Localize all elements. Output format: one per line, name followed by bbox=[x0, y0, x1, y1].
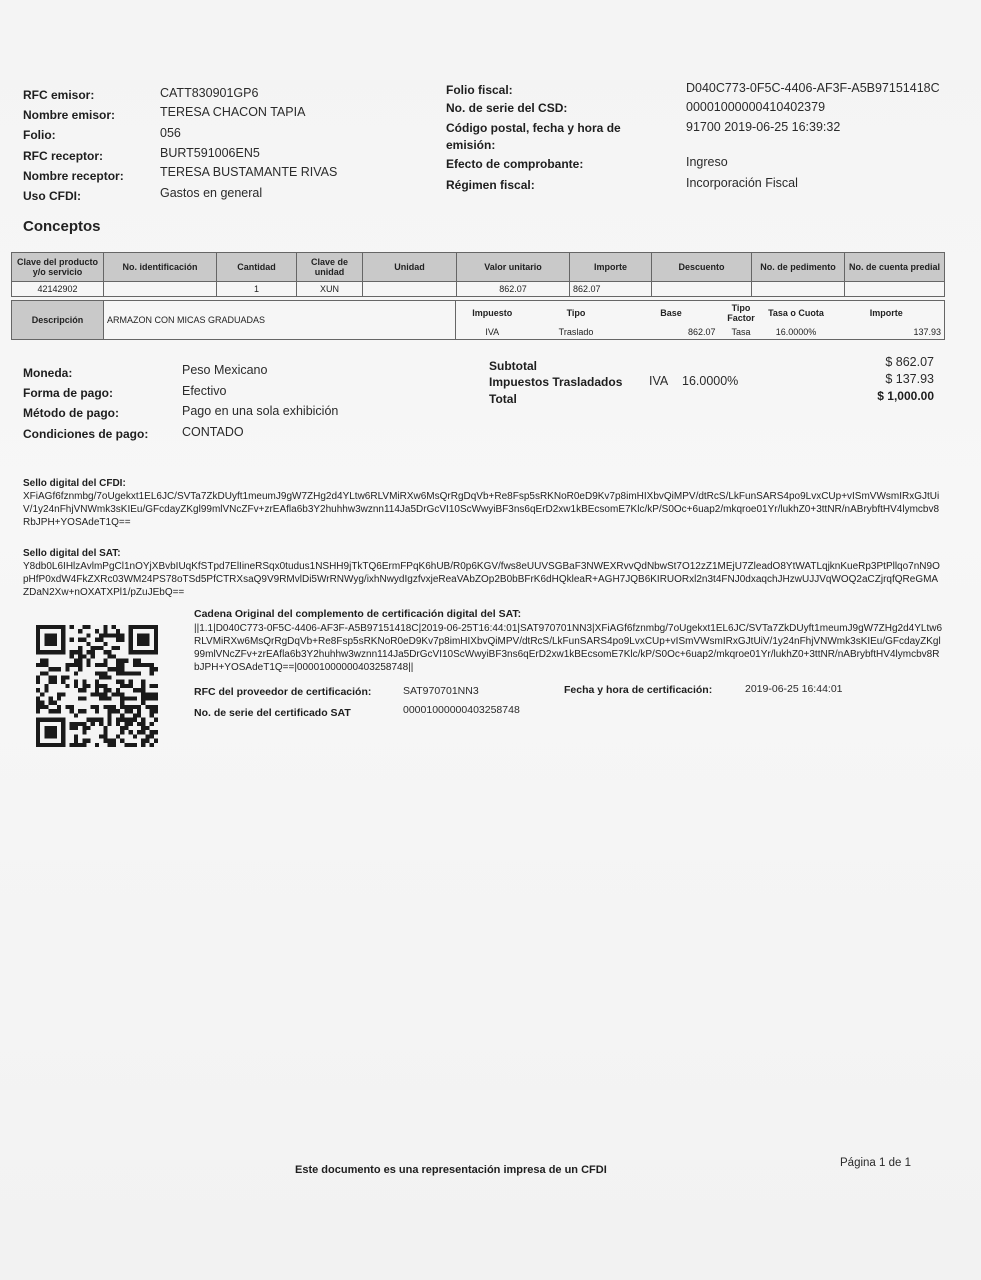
regimen-label: Régimen fiscal: bbox=[446, 178, 535, 192]
imp-header-tasa: Tasa o Cuota bbox=[764, 301, 829, 326]
col-clave-producto: Clave del producto y/o servicio bbox=[12, 253, 104, 282]
cell-cuenta-predial bbox=[845, 282, 945, 297]
descripcion-value: ARMAZON CON MICAS GRADUADAS bbox=[104, 301, 456, 340]
conceptos-header-row bbox=[12, 253, 945, 282]
cadena-label: Cadena Original del complemento de certificación digital del SAT: bbox=[194, 608, 522, 620]
total-value: $ 1,000.00 bbox=[877, 389, 934, 403]
col-clave-unidad: Clave de unidad bbox=[297, 253, 363, 282]
col-cuenta-predial: No. de cuenta predial bbox=[845, 253, 945, 282]
imp-header-importe: Importe bbox=[829, 301, 945, 326]
rfc-receptor-value: BURT591006EN5 bbox=[160, 146, 260, 160]
condiciones-value: CONTADO bbox=[182, 425, 244, 439]
cell-importe: 862.07 bbox=[570, 282, 652, 297]
sello-sat-label: Sello digital del SAT: bbox=[23, 548, 121, 559]
metodo-pago-label: Método de pago: bbox=[23, 406, 119, 420]
efecto-value: Ingreso bbox=[686, 155, 728, 169]
page-number: Página 1 de 1 bbox=[840, 1157, 911, 1169]
serie-certificado-value: 00001000000403258748 bbox=[403, 704, 520, 716]
cp-label-line1: Código postal, fecha y hora de bbox=[446, 121, 621, 135]
conceptos-table bbox=[11, 252, 945, 297]
sello-cfdi-label: Sello digital del CFDI: bbox=[23, 478, 126, 489]
rfc-emisor-value: CATT830901GP6 bbox=[160, 86, 259, 100]
impuestos-tasa: 16.0000% bbox=[682, 374, 739, 388]
forma-pago-label: Forma de pago: bbox=[23, 386, 114, 400]
descripcion-label: Descripción bbox=[12, 301, 104, 340]
sello-cfdi-value: XFiAGf6fznmbg/7oUgekxt1EL6JC/SVTa7ZkDUyft1meumJ9gW7ZHg2d4YLtw6RLVMiRXw6MsQrRgDqVb+Re8Fsp5sRKNoR0eD9Kv7p8imHIXbvQiMPV/dtRcS/LkFunSARS4po9LvxCUp+vISmVWsmIRxGJtUiV/1y24nFhjVNWmk3sKIEu/GFcdayZKgl99mlVNcZFv+zrEAfla6b3Y2huhhw3wznn114Ja5DrGcVI10ScWwyiBF3ns6qErD2xw1kBEcsomE7Klc/kP/S0Oc+6uap2/mkqroe01Yr/lukhZ0+3ttNR/nABrybftHV4lymcbv8RbJPH+YOSAdeT1Q== bbox=[23, 491, 940, 528]
rfc-proveedor-value: SAT970701NN3 bbox=[403, 685, 479, 697]
imp-tipo: Traslado bbox=[529, 325, 624, 340]
nombre-emisor-label: Nombre emisor: bbox=[23, 108, 116, 122]
condiciones-label: Condiciones de pago: bbox=[23, 427, 149, 441]
folio-fiscal-value: D040C773-0F5C-4406-AF3F-A5B97151418C bbox=[686, 81, 940, 95]
col-pedimento: No. de pedimento bbox=[752, 253, 845, 282]
imp-tipo-factor: Tasa bbox=[719, 325, 764, 340]
imp-header-tipo: Tipo bbox=[529, 301, 624, 326]
col-unidad: Unidad bbox=[363, 253, 457, 282]
imp-header-tipo-factor: Tipo Factor bbox=[719, 301, 764, 326]
metodo-pago-value: Pago en una sola exhibición bbox=[182, 404, 339, 418]
imp-base: 862.07 bbox=[624, 325, 719, 340]
cell-pedimento bbox=[752, 282, 845, 297]
cell-cantidad: 1 bbox=[217, 282, 297, 297]
uso-cfdi-value: Gastos en general bbox=[160, 186, 263, 200]
folio-label: Folio: bbox=[23, 128, 56, 142]
nombre-receptor-value: TERESA BUSTAMANTE RIVAS bbox=[160, 165, 338, 179]
cp-value: 91700 2019-06-25 16:39:32 bbox=[686, 120, 841, 134]
moneda-value: Peso Mexicano bbox=[182, 363, 268, 377]
csd-label: No. de serie del CSD: bbox=[446, 101, 568, 115]
cell-no-identificacion bbox=[104, 282, 217, 297]
cell-valor-unitario: 862.07 bbox=[457, 282, 570, 297]
impuestos-value: $ 137.93 bbox=[885, 372, 934, 386]
footer-note: Este documento es una representación impresa de un CFDI bbox=[295, 1164, 607, 1176]
rfc-receptor-label: RFC receptor: bbox=[23, 149, 104, 163]
uso-cfdi-label: Uso CFDI: bbox=[23, 189, 81, 203]
qr-code bbox=[36, 625, 158, 747]
csd-value: 00001000000410402379 bbox=[686, 100, 826, 114]
serie-certificado-label: No. de serie del certificado SAT bbox=[194, 707, 351, 719]
folio-value: 056 bbox=[160, 126, 181, 140]
rfc-emisor-label: RFC emisor: bbox=[23, 88, 95, 102]
cell-clave-unidad: XUN bbox=[297, 282, 363, 297]
nombre-emisor-value: TERESA CHACON TAPIA bbox=[160, 105, 306, 119]
imp-tasa: 16.0000% bbox=[764, 325, 829, 340]
descripcion-table bbox=[11, 300, 945, 340]
sello-sat-value: Y8db0L6IHlzAvlmPgCl1nOYjXBvbIUqKfSTpd7ElIineRSqx0tudus1NSHH9jTkTQ6ErmFPqK6hUB/R0p6KGV/fws8eUUVSGBaF3NWEXRvvQdNbwSt7O12zZ1MEjU7ZleadO8YtWATLqjknKueRp3PtPllqo7nN9OpHfP0xdW4FkZXRc03WM24PS78oTSd5PfCTRXsaQ9V9RMvlDi5WrRNWyg/ixhNwydIgzfvxjeReaVAbZOp2B0bBFrK6dHQkleaR+AGH7JQB6KIRUORxl2n3t4FNJ0dxaqchJHzwUJJVqWOQ2aCZjrqfQReGMAZDaN2Xw+nOXATXPl1/pZuJEbQ== bbox=[23, 561, 940, 598]
col-cantidad: Cantidad bbox=[217, 253, 297, 282]
imp-header-impuesto: Impuesto bbox=[456, 301, 529, 326]
imp-importe: 137.93 bbox=[829, 325, 945, 340]
cp-label-line2: emisión: bbox=[446, 138, 496, 152]
efecto-label: Efecto de comprobante: bbox=[446, 157, 584, 171]
col-descuento: Descuento bbox=[652, 253, 752, 282]
subtotal-value: $ 862.07 bbox=[885, 355, 934, 369]
conceptos-title: Conceptos bbox=[23, 218, 101, 235]
impuestos-tipo: IVA bbox=[649, 374, 669, 388]
imp-impuesto: IVA bbox=[456, 325, 529, 340]
rfc-proveedor-label: RFC del proveedor de certificación: bbox=[194, 686, 372, 698]
cell-unidad bbox=[363, 282, 457, 297]
fecha-certificacion-value: 2019-06-25 16:44:01 bbox=[745, 683, 843, 695]
imp-header-base: Base bbox=[624, 301, 719, 326]
total-label: Total bbox=[489, 392, 517, 406]
col-valor-unitario: Valor unitario bbox=[457, 253, 570, 282]
subtotal-label: Subtotal bbox=[489, 359, 537, 373]
folio-fiscal-label: Folio fiscal: bbox=[446, 83, 513, 97]
cadena-value: ||1.1|D040C773-0F5C-4406-AF3F-A5B97151418C|2019-06-25T16:44:01|SAT970701NN3|XFiAGf6fznmbg/7oUgekxt1EL6JC/SVTa7ZkDUyft1meumJ9gW7ZHg2d4YLtw6RLVMiRXw6MsQrRgDqVb+Re8Fsp5sRKNoR0eD9Kv7p8imHIXbvQiMPV/dtRcS/LkFunSARS4po9LvxCUp+vISmVWsmIRxGJtUiV/1y24nFhjVNWmk3sKIEu/GFcdayZKgl99mlVNcZFv+zrEAfla6b3Y2huhhw3wznn114Ja5DrGcVI10ScWwyiBF3ns6qErD2xw1kBEcsomE7Klc/kP/S0Oc+6uap2/mkqroe01Yr/lukhZ0+3ttNR/nABrybftHV4lymcbv8RbJPH+YOSAdeT1Q==|00001000000403258748|| bbox=[194, 623, 943, 673]
regimen-value: Incorporación Fiscal bbox=[686, 176, 798, 190]
cell-descuento bbox=[652, 282, 752, 297]
fecha-certificacion-label: Fecha y hora de certificación: bbox=[564, 684, 713, 696]
col-no-identificacion: No. identificación bbox=[104, 253, 217, 282]
impuestos-label: Impuestos Trasladados bbox=[489, 375, 623, 389]
cell-clave-producto: 42142902 bbox=[12, 282, 104, 297]
forma-pago-value: Efectivo bbox=[182, 384, 227, 398]
table-row bbox=[12, 282, 945, 297]
nombre-receptor-label: Nombre receptor: bbox=[23, 169, 124, 183]
moneda-label: Moneda: bbox=[23, 366, 73, 380]
col-importe: Importe bbox=[570, 253, 652, 282]
